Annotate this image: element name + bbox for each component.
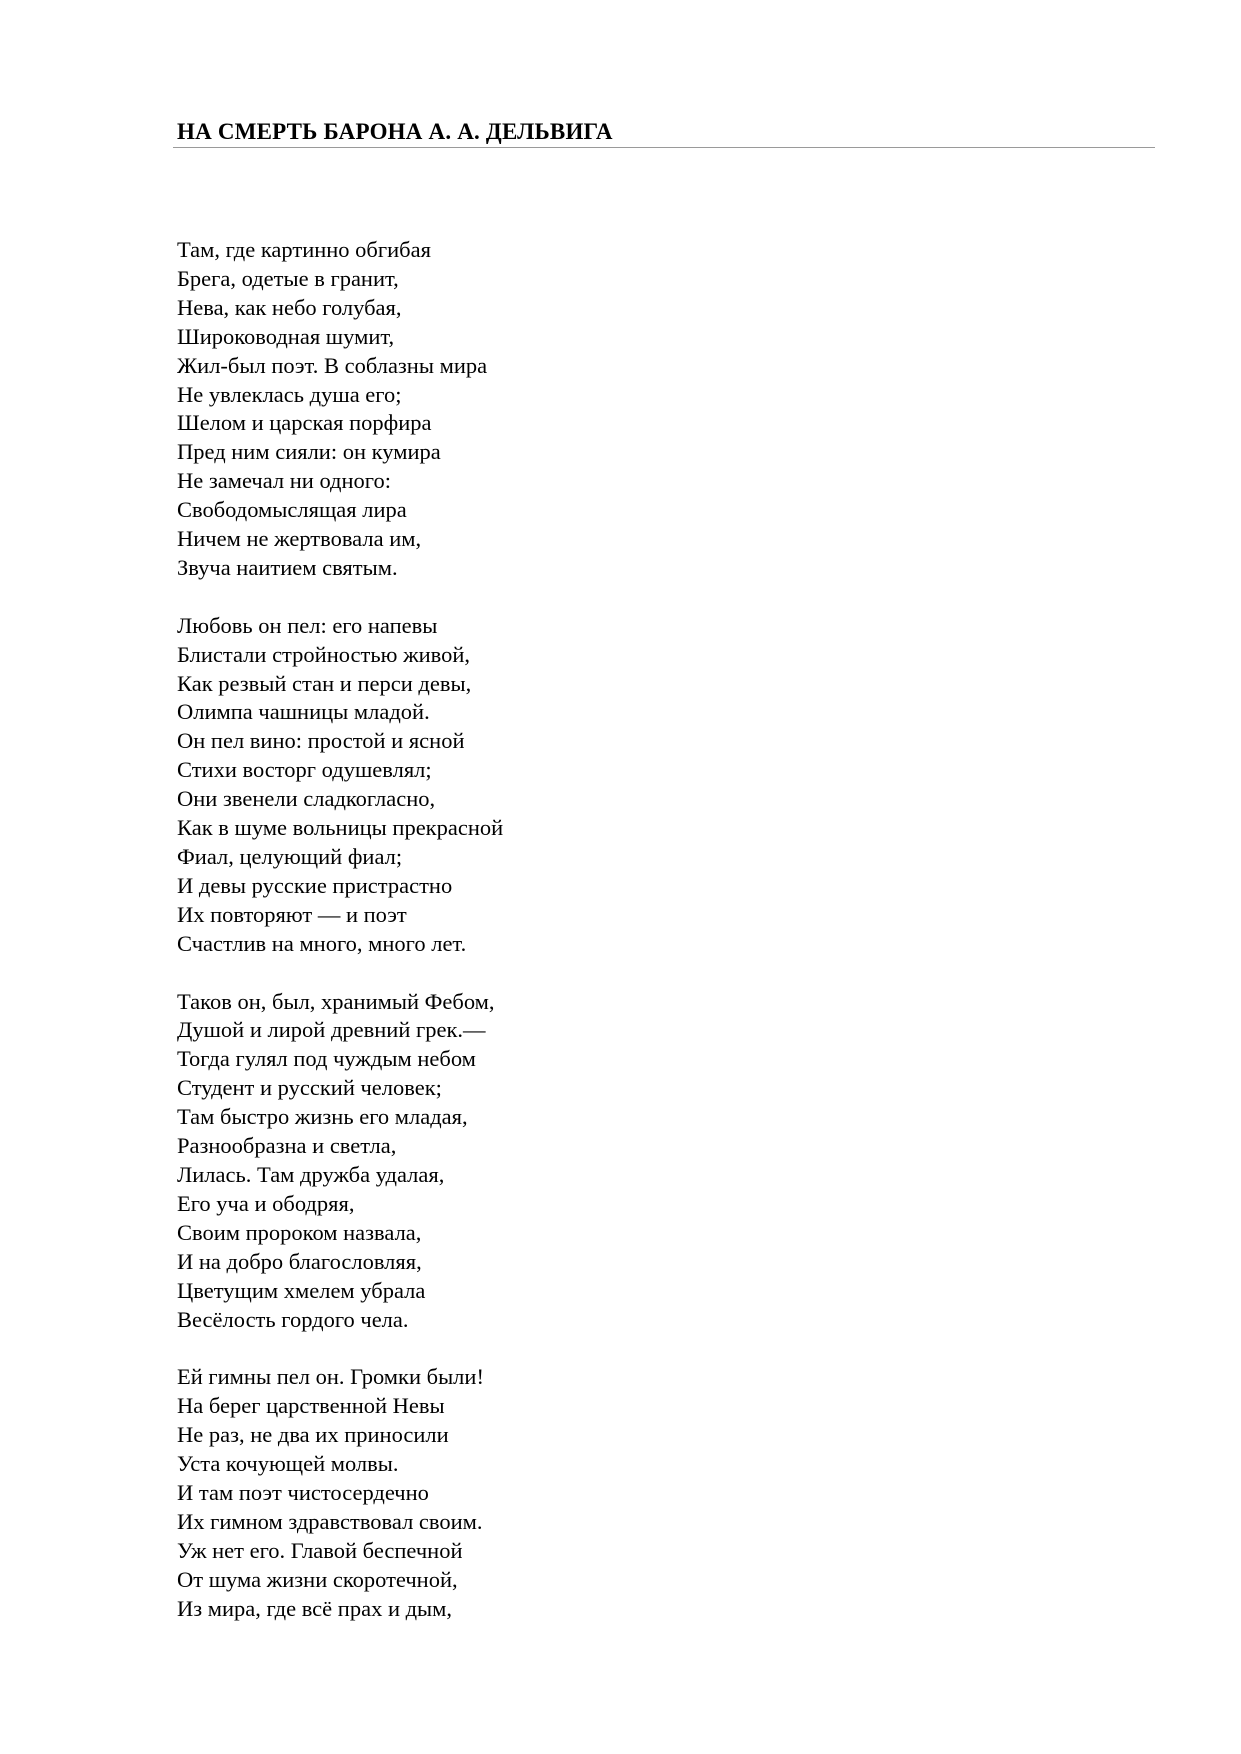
poem-line: Как в шуме вольницы прекрасной	[177, 815, 504, 841]
poem-line: И на добро благословляя,	[177, 1248, 422, 1274]
poem-line: Брега, одетые в гранит,	[177, 265, 399, 291]
poem-line: Они звенели сладкогласно,	[177, 786, 436, 812]
poem-line: Блистали стройностью живой,	[177, 641, 471, 667]
poem-line: Свободомыслящая лира	[177, 497, 407, 523]
poem-line: Пред ним сияли: он кумира	[177, 439, 441, 465]
stanza-1	[177, 236, 1077, 583]
poem-line: На берег царственной Невы	[177, 1393, 445, 1419]
poem-line: Не увлеклась душа его;	[177, 381, 402, 407]
poem-line: Цветущим хмелем убрала	[177, 1277, 426, 1303]
poem-line: Стихи восторг одушевлял;	[177, 757, 432, 783]
poem-line: Не раз, не два их приносили	[177, 1422, 449, 1448]
poem-line: Тогда гулял под чуждым небом	[177, 1046, 476, 1072]
poem-line: Любовь он пел: его напевы	[177, 612, 438, 638]
stanza-3	[177, 988, 1077, 1335]
poem-line: Там, где картинно обгибая	[177, 237, 431, 262]
poem-line: Уж нет его. Главой беспечной	[177, 1537, 463, 1563]
poem-line: Своим пророком назвала,	[177, 1219, 422, 1245]
poem-line: Разнообразна и светла,	[177, 1133, 397, 1159]
poem-line: Их гимном здравствовал своим.	[177, 1508, 483, 1534]
poem-line: Он пел вино: простой и ясной	[177, 728, 465, 754]
poem-line: Фиал, целующий фиал;	[177, 844, 403, 870]
poem-line: Его уча и ободряя,	[177, 1190, 355, 1216]
poem-line: Ей гимны пел он. Громки были!	[177, 1364, 484, 1390]
poem-line: И девы русские пристрастно	[177, 872, 453, 898]
poem-line: Из мира, где всё прах и дым,	[177, 1595, 453, 1621]
stanza-4	[177, 1363, 1077, 1623]
poem-line: И там поэт чистосердечно	[177, 1479, 429, 1505]
poem-line: Жил-был поэт. В соблазны мира	[177, 352, 488, 378]
poem-line: Не замечал ни одного:	[177, 468, 391, 494]
poem-line: Уста кочующей молвы.	[177, 1451, 399, 1477]
poem-line: Там быстро жизнь его младая,	[177, 1104, 468, 1130]
poem-line: Их повторяют — и поэт	[177, 901, 407, 927]
poem-line: От шума жизни скоротечной,	[177, 1566, 458, 1592]
page-title: НА СМЕРТЬ БАРОНА А. А. ДЕЛЬВИГА	[177, 119, 613, 144]
poem-line: Широководная шумит,	[177, 323, 395, 349]
poem-line: Звуча наитием святым.	[177, 554, 398, 580]
poem-line: Студент и русский человек;	[177, 1075, 442, 1101]
poem-line: Счастлив на много, много лет.	[177, 930, 467, 956]
poem-line: Олимпа чашницы младой.	[177, 699, 430, 725]
poem-line: Лилась. Там дружба удалая,	[177, 1161, 445, 1187]
poem-body	[177, 236, 1077, 1652]
poem-line: Ничем не жертвовала им,	[177, 526, 422, 552]
poem-line: Шелом и царская порфира	[177, 410, 432, 436]
poem-line: Как резвый стан и перси девы,	[177, 670, 472, 696]
poem-line: Нева, как небо голубая,	[177, 294, 402, 320]
title-underline	[173, 147, 1155, 148]
poem-line: Весёлость гордого чела.	[177, 1306, 409, 1332]
poem-line: Душой и лирой древний грек.—	[177, 1017, 486, 1043]
stanza-2	[177, 612, 1077, 959]
poem-line: Таков он, был, хранимый Фебом,	[177, 988, 495, 1014]
